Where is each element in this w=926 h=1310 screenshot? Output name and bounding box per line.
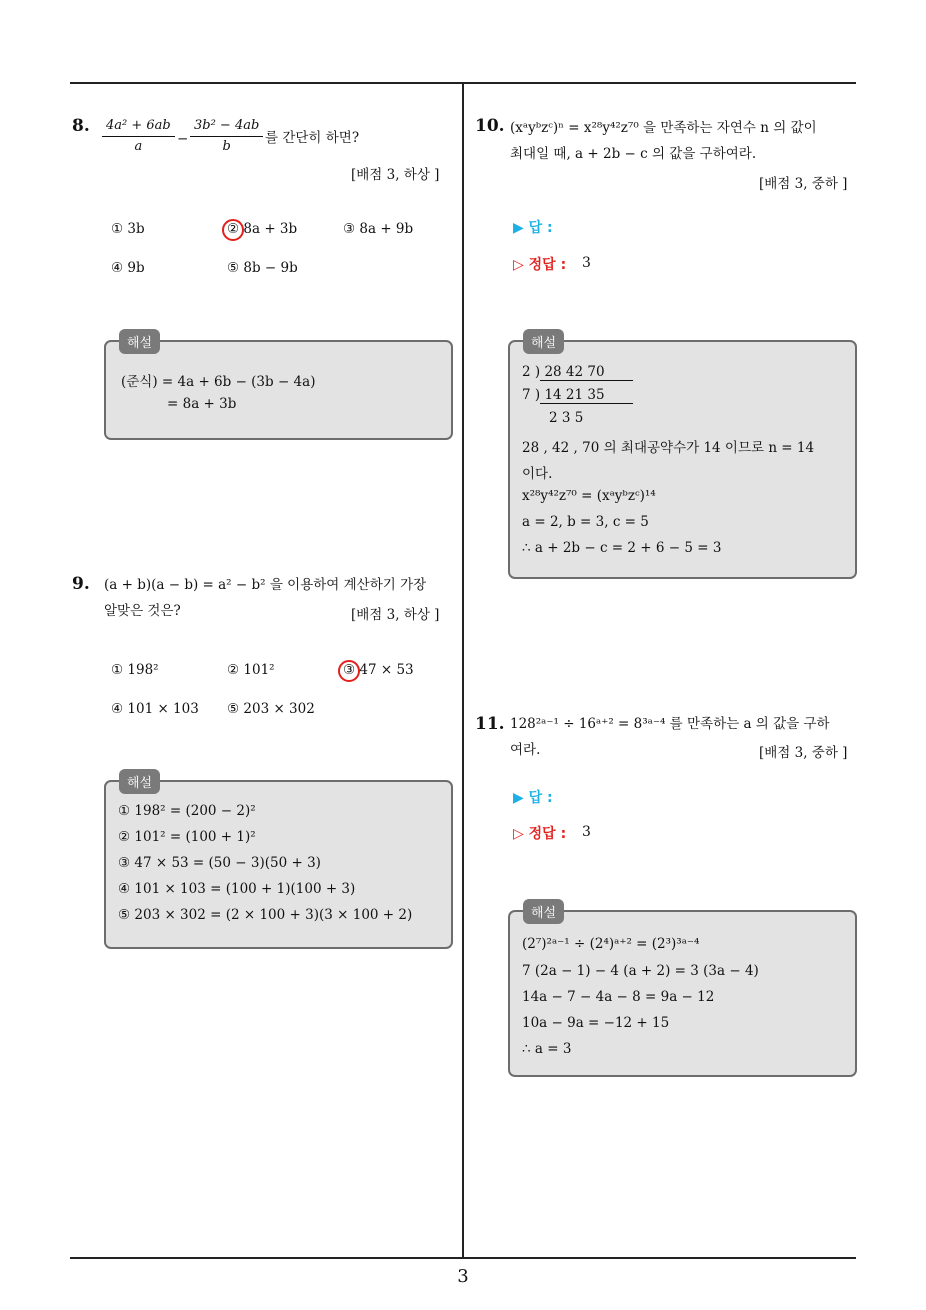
q10-explanation-tag: 해설 [523, 329, 564, 354]
q8-frac1-numerator: 4a² + 6ab [102, 116, 175, 137]
q9-choice-2[interactable]: ② 101² [227, 662, 275, 678]
q8-explanation-tag: 해설 [119, 329, 160, 354]
q10-explanation-line-4: 28 , 42 , 70 의 최대공약수가 14 이므로 n = 14 [522, 440, 815, 456]
q9-explanation-line-4: ④ 101 × 103 = (100 + 1)(100 + 3) [118, 881, 356, 897]
q9-number: 9. [72, 574, 90, 594]
q8-frac1-denominator: a [134, 139, 143, 154]
q8-frac2-denominator: b [222, 139, 231, 154]
bottom-rule [70, 1257, 856, 1259]
q8-choice-4[interactable]: ④ 9b [111, 260, 145, 276]
q11-explanation-tag: 해설 [523, 899, 564, 924]
q11-explanation-line-2: 7 (2a − 1) − 4 (a + 2) = 3 (3a − 4) [522, 963, 759, 979]
q10-question-line-2: 최대일 때, a + 2b − c 의 값을 구하여라. [510, 146, 757, 162]
q9-explanation-line-3: ③ 47 × 53 = (50 − 3)(50 + 3) [118, 855, 321, 871]
q11-question-line-1: 128²ᵃ⁻¹ ÷ 16ᵃ⁺² = 8³ᵃ⁻⁴ 를 만족하는 a 의 값을 구하 [510, 716, 830, 732]
q10-explanation-line-2: 7 ) 14 21 35 [522, 387, 605, 403]
q11-score-meta: [배점 3, 중하 ] [759, 745, 848, 761]
q9-choice-3[interactable]: ③ 47 × 53 [343, 662, 414, 678]
q8-minus: − [177, 131, 189, 147]
q8-choice-1[interactable]: ① 3b [111, 221, 145, 237]
q9-choice-1[interactable]: ① 198² [111, 662, 159, 678]
q8-choice-5[interactable]: ⑤ 8b − 9b [227, 260, 298, 276]
q10-score-meta: [배점 3, 중하 ] [759, 176, 848, 192]
q11-question-line-2: 여라. [510, 742, 541, 758]
q11-explanation-line-5: ∴ a = 3 [522, 1041, 572, 1057]
q8-explanation-box [104, 340, 453, 440]
q10-explanation-line-6: x²⁸y⁴²z⁷⁰ = (xᵃyᵇzᶜ)¹⁴ [522, 488, 656, 504]
q10-explanation-line-1: 2 ) 28 42 70 [522, 364, 605, 380]
q10-number: 10. [475, 116, 505, 136]
q9-explanation-line-5: ⑤ 203 × 302 = (2 × 100 + 3)(3 × 100 + 2) [118, 907, 413, 923]
q8-score-meta: [배점 3, 하상 ] [351, 167, 440, 183]
q9-choice-4[interactable]: ④ 101 × 103 [111, 701, 199, 717]
q11-explanation-line-4: 10a − 9a = −12 + 15 [522, 1015, 670, 1031]
q10-division-underline-1 [540, 380, 633, 381]
q8-fraction-1 [102, 116, 175, 157]
q8-choice-3[interactable]: ③ 8a + 9b [343, 221, 414, 237]
q9-question-line-2: 알맞은 것은? [104, 603, 181, 619]
q11-explanation-line-1: (2⁷)²ᵃ⁻¹ ÷ (2⁴)ᵃ⁺² = (2³)³ᵃ⁻⁴ [522, 936, 700, 952]
q11-key-label: ▷ 정답 : [513, 826, 567, 842]
q9-explanation-tag: 해설 [119, 769, 160, 794]
q9-explanation-line-2: ② 101² = (100 + 1)² [118, 829, 256, 845]
q10-explanation-line-7: a = 2, b = 3, c = 5 [522, 514, 649, 530]
q9-question-line-1: (a + b)(a − b) = a² − b² 을 이용하여 계산하기 가장 [104, 577, 427, 593]
q9-score-meta: [배점 3, 하상 ] [351, 607, 440, 623]
q9-choice-5[interactable]: ⑤ 203 × 302 [227, 701, 315, 717]
q10-explanation-line-5: 이다. [522, 466, 553, 482]
column-divider [462, 82, 464, 1259]
q10-key-value: 3 [582, 255, 591, 271]
q10-answer-label[interactable]: ▶ 답 : [513, 220, 553, 236]
q8-number: 8. [72, 116, 90, 136]
page-number: 3 [457, 1266, 469, 1287]
q11-explanation-line-3: 14a − 7 − 4a − 8 = 9a − 12 [522, 989, 715, 1005]
q8-explanation-line-2: = 8a + 3b [167, 396, 237, 412]
q11-number: 11. [475, 714, 505, 734]
q10-key-label: ▷ 정답 : [513, 257, 567, 273]
q10-division-underline-2 [540, 403, 633, 404]
q10-question-line-1: (xᵃyᵇzᶜ)ⁿ = x²⁸y⁴²z⁷⁰ 을 만족하는 자연수 n 의 값이 [510, 120, 817, 136]
q11-answer-label[interactable]: ▶ 답 : [513, 790, 553, 806]
q8-choice-2[interactable]: ② 8a + 3b [227, 221, 298, 237]
q10-explanation-line-3: 2 3 5 [549, 410, 584, 426]
q10-explanation-line-8: ∴ a + 2b − c = 2 + 6 − 5 = 3 [522, 540, 722, 556]
q8-explanation-line-1: (준식) = 4a + 6b − (3b − 4a) [121, 374, 316, 390]
q8-fraction-2 [190, 116, 263, 157]
q8-frac2-numerator: 3b² − 4ab [190, 116, 263, 137]
q8-question-text: 를 간단히 하면? [265, 130, 360, 146]
q11-key-value: 3 [582, 824, 591, 840]
q9-explanation-line-1: ① 198² = (200 − 2)² [118, 803, 256, 819]
